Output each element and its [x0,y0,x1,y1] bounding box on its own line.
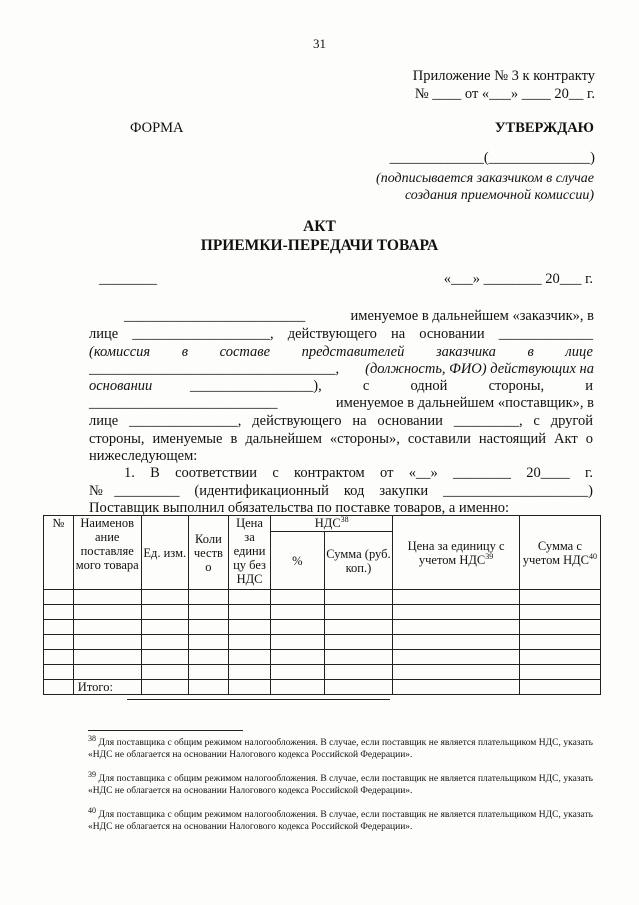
footnote-39-text: Для поставщика с общим режимом налогообложения. В случае, если поставщик не является плательщиком НДС, указать «НДС не облагается на основании Налогового кодекса Российской Федерации». [88,774,594,796]
table-cell [44,620,74,635]
header-unit: Ед. изм. [141,516,188,590]
table-cell [44,635,74,650]
footnote-38-number: 38 [88,733,96,743]
table-cell [519,620,600,635]
header-product-name: Наименов ание поставляе мого товара [73,516,141,590]
table-cell [228,605,270,620]
approve-label: УТВЕРЖДАЮ [494,120,594,136]
table-cell [324,590,393,605]
table-cell [188,650,228,665]
table-cell [519,605,600,620]
table-cell [228,650,270,665]
approve-note-line-2: создания приемочной комиссии) [404,188,594,203]
table-cell [324,665,393,680]
table-cell [393,605,519,620]
body-line-10: 1. В соответствии с контрактом от «__» ________ 20____ г. [124,465,593,481]
header-price-with-vat [393,516,519,590]
total-label: Итого: [73,680,141,695]
table-cell [44,590,74,605]
approve-note [376,170,594,204]
body-line-6b: именуемое в дальнейшем «поставщик», в [335,395,594,411]
header-vat-label: НДС [314,516,341,530]
table-cell [271,590,324,605]
approve-signature-line: _____________(______________) [389,150,595,166]
table-cell [228,665,270,680]
footnote-40-text: Для поставщика с общим режимом налогообложения. В случае, если поставщик не является плательщиком НДС, указать «НДС не облагается на основании Налогового кодекса Российской Федерации». [88,810,594,832]
table-cell [188,620,228,635]
header-price-with-vat-label: Цена за единицу с учетом НДС [407,538,505,567]
body-line-12: Поставщик выполнил обязательства по поставке товаров, а именно: [89,500,510,516]
table-cell [271,635,324,650]
footnote-38 [88,733,594,761]
body-line-5a: основании [89,378,153,394]
table-cell [519,650,600,665]
footnote-ref-40: 40 [589,551,598,561]
appendix-line-1: Приложение № 3 к контракту [412,68,595,84]
table-cell [519,590,600,605]
table-cell [188,635,228,650]
table-cell [44,665,74,680]
body-line-2: лице ___________________, действующего на основании _____________ [89,326,593,342]
footnote-40 [88,805,594,833]
footnote-separator [88,730,243,731]
title-line-1: АКТ [303,218,336,235]
table-cell [271,605,324,620]
signature-rule [127,699,390,700]
table-cell [73,590,141,605]
table-cell [228,620,270,635]
total-cell [188,680,228,695]
table-cell [228,590,270,605]
table-cell [393,590,519,605]
footnote-39 [88,769,594,797]
table-cell [271,650,324,665]
appendix-header [413,67,595,103]
header-vat [271,516,393,532]
header-vat-sum: Сумма (руб. коп.) [324,532,393,590]
total-cell [141,680,188,695]
header-quantity: Коли честв о [188,516,228,590]
table-row [44,620,601,635]
page-number: 31 [313,36,326,51]
table-cell [73,620,141,635]
table-row [44,590,601,605]
table-cell [141,590,188,605]
body-line-9: нижеследующем: [89,448,198,464]
table-cell [188,590,228,605]
table-cell [393,635,519,650]
table-row [44,650,601,665]
total-cell [228,680,270,695]
table-cell [324,605,393,620]
body-line-8: стороны, именуемые в дальнейшем «стороны», составили настоящий Акт о [89,431,593,447]
body-line-6a: __________________________ [89,395,278,411]
total-cell [393,680,519,695]
table-cell [393,665,519,680]
table-cell [324,620,393,635]
appendix-line-2: № ____ от «___» ____ 20__ г. [414,86,595,102]
total-cell [519,680,600,695]
table-cell [228,635,270,650]
place-field: ________ [99,271,157,287]
table-cell [188,605,228,620]
body-line-5b: _________________), с одной стороны, и [190,378,593,394]
footnote-ref-39: 39 [485,551,494,561]
form-label: ФОРМА [130,120,184,136]
body-line-3: (комиссия в составе представителей заказчика в лице [89,344,593,360]
table-cell [519,665,600,680]
table-cell [141,650,188,665]
table-cell [44,605,74,620]
header-total-with-vat [519,516,600,590]
body-line-4b: (должность, ФИО) действующих на [365,361,594,377]
body-line-11: №_________ (идентификационный код закупки ____________________) [89,483,593,499]
document-date: «___» ________ 20___ г. [443,271,593,287]
body-line-1a: _________________________ [124,308,306,324]
table-cell [141,665,188,680]
table-cell [271,620,324,635]
body-line-1b: именуемое в дальнейшем «заказчик», в [350,308,594,324]
table-cell [324,650,393,665]
total-cell [271,680,324,695]
table-cell [73,635,141,650]
table-cell [519,635,600,650]
title-line-2: ПРИЕМКИ-ПЕРЕДАЧИ ТОВАРА [200,237,439,254]
header-number: № [44,516,74,590]
table-cell [141,605,188,620]
header-total-with-vat-label: Сумма с учетом НДС [522,538,590,567]
table-cell [73,650,141,665]
table-row [44,635,601,650]
total-row [44,680,601,695]
table-cell [44,650,74,665]
table-cell [324,635,393,650]
footnote-38-text: Для поставщика с общим режимом налогообложения. В случае, если поставщик не является плательщиком НДС, указать «НДС не облагается на основании Налогового кодекса Российской Федерации». [88,738,594,760]
body-line-7: лице _______________, действующего на основании _________, с другой [89,413,593,429]
header-price-no-vat: Цена за едини цу без НДС [228,516,270,590]
header-vat-percent: % [271,532,324,590]
footnote-ref-38: 38 [340,514,349,524]
body-line-4a: __________________________________, [89,361,340,377]
table-cell [73,665,141,680]
table-cell [141,620,188,635]
table-cell [393,650,519,665]
footnote-39-number: 39 [88,769,96,779]
footnote-40-number: 40 [88,805,96,815]
goods-table [43,515,601,695]
table-cell [271,665,324,680]
table-cell [73,605,141,620]
table-cell [141,635,188,650]
table-cell [393,620,519,635]
table-row [44,665,601,680]
total-cell [324,680,393,695]
total-cell-number [44,680,74,695]
table-cell [188,665,228,680]
approve-note-line-1: (подписывается заказчиком в случае [376,171,594,186]
table-row [44,605,601,620]
document-title [0,217,639,255]
